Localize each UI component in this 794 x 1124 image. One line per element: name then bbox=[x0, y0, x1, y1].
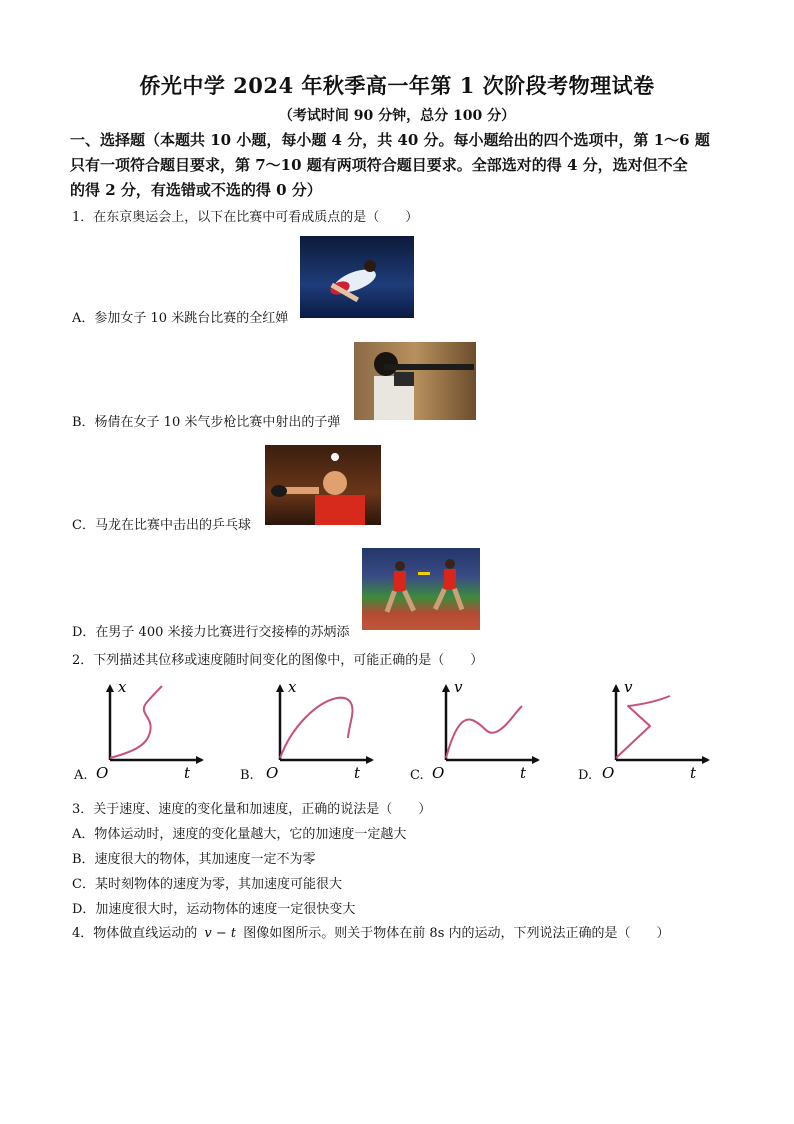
section-line-3: 的得 2 分，有选错或不选的得 0 分） bbox=[70, 181, 322, 199]
graph-a-y-label: x bbox=[118, 678, 127, 696]
question-1-option-d: D．在男子 400 米接力比赛进行交接棒的苏炳添 bbox=[72, 625, 350, 640]
question-3-option-a: A．物体运动时，速度的变化量越大，它的加速度一定越大 bbox=[72, 827, 407, 842]
graph-a-curve bbox=[110, 686, 162, 758]
exam-title: 侨光中学 2024 年秋季高一年第 1 次阶段考物理试卷 bbox=[139, 73, 655, 98]
relay-figure bbox=[362, 548, 480, 630]
question-4-stem bbox=[72, 922, 670, 941]
question-1-option-c: C．马龙在比赛中击出的乒乓球 bbox=[72, 518, 251, 533]
graph-b-origin: O bbox=[266, 764, 279, 782]
question-2-option-d: D. bbox=[578, 768, 593, 783]
graph-a bbox=[92, 676, 212, 784]
section-instructions bbox=[70, 128, 730, 203]
question-2-stem: 2．下列描述其位移或速度随时间变化的图像中，可能正确的是（ ） bbox=[72, 653, 484, 668]
question-3-option-b: B．速度很大的物体，其加速度一定不为零 bbox=[72, 852, 316, 867]
graph-c-y-arrow bbox=[442, 684, 450, 692]
shooter-photo bbox=[354, 342, 476, 420]
graph-c-t-label: t bbox=[520, 764, 527, 782]
shooter-figure bbox=[354, 342, 476, 420]
graph-b-curve bbox=[280, 698, 352, 758]
graph-d-y-arrow bbox=[612, 684, 620, 692]
graph-b-t-label: t bbox=[354, 764, 361, 782]
question-3-stem: 3．关于速度、速度的变化量和加速度，正确的说法是（ ） bbox=[72, 802, 432, 817]
graph-c-origin: O bbox=[432, 764, 445, 782]
graph-a-origin: O bbox=[96, 764, 109, 782]
table-tennis-photo bbox=[265, 445, 381, 525]
graph-a-t-label: t bbox=[184, 764, 191, 782]
graph-c-curve bbox=[446, 706, 522, 758]
graph-b bbox=[262, 676, 382, 784]
question-1-option-b: B．杨倩在女子 10 米气步枪比赛中射出的子弹 bbox=[72, 415, 341, 430]
question-3-option-c: C．某时刻物体的速度为零，其加速度可能很大 bbox=[72, 877, 342, 892]
graph-a-t-arrow bbox=[196, 756, 204, 764]
graph-d bbox=[598, 676, 718, 784]
section-line-2: 只有一项符合题目要求，第 7～10 题有两项符合题目要求。全部选对的得 4 分，选对但不全 bbox=[70, 156, 688, 174]
exam-subtitle: （考试时间 90 分钟，总分 100 分） bbox=[278, 108, 516, 124]
question-4-stem-a: 4．物体做直线运动的 bbox=[72, 926, 198, 941]
question-3-option-d: D．加速度很大时，运动物体的速度一定很快变大 bbox=[72, 902, 356, 917]
question-4-stem-b: 图像如图所示。则关于物体在前 8s 内的运动，下列说法正确的是（ ） bbox=[243, 926, 670, 941]
section-line-1: 一、选择题（本题共 10 小题，每小题 4 分，共 40 分。每小题给出的四个选项中，第 1～6 题 bbox=[70, 131, 710, 149]
diver-photo bbox=[300, 236, 414, 318]
question-2-option-b: B. bbox=[240, 768, 254, 783]
graph-c bbox=[428, 676, 548, 784]
question-2-option-c: C. bbox=[410, 768, 424, 783]
graph-d-t-label: t bbox=[690, 764, 697, 782]
question-1-option-a: A．参加女子 10 米跳台比赛的全红婵 bbox=[72, 311, 289, 326]
question-4-vt-symbol: v − t bbox=[204, 926, 237, 941]
graph-d-t-arrow bbox=[702, 756, 710, 764]
graph-b-y-arrow bbox=[276, 684, 284, 692]
diver-figure bbox=[300, 236, 414, 318]
graph-b-y-label: x bbox=[288, 678, 297, 696]
graph-b-t-arrow bbox=[366, 756, 374, 764]
graph-c-t-arrow bbox=[532, 756, 540, 764]
table-tennis-figure bbox=[265, 445, 381, 525]
relay-photo bbox=[362, 548, 480, 630]
graph-d-origin: O bbox=[602, 764, 615, 782]
graph-a-y-arrow bbox=[106, 684, 114, 692]
graph-d-y-label: v bbox=[624, 678, 633, 696]
question-1-stem: 1．在东京奥运会上，以下在比赛中可看成质点的是（ ） bbox=[72, 210, 419, 225]
graph-d-curve bbox=[616, 696, 670, 758]
graph-c-y-label: v bbox=[454, 678, 463, 696]
question-2-option-a: A. bbox=[74, 768, 88, 783]
